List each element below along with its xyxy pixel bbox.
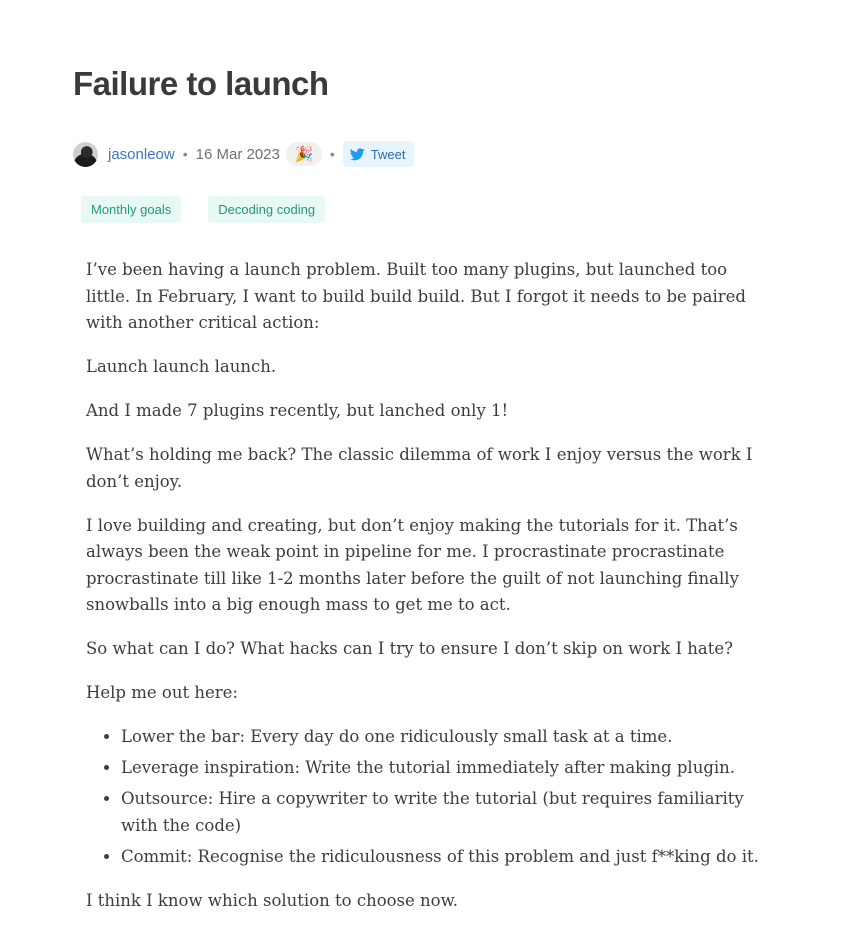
separator-dot: • <box>329 146 335 162</box>
solutions-list <box>86 724 766 870</box>
tweet-label: Tweet <box>370 146 406 162</box>
tag-decoding-coding[interactable]: Decoding coding <box>208 196 325 223</box>
tag-monthly-goals[interactable]: Monthly goals <box>81 196 181 223</box>
tweet-button[interactable] <box>343 141 415 167</box>
separator-dot: • <box>182 146 188 162</box>
reaction-button[interactable] <box>286 142 322 166</box>
author-link[interactable]: jasonleow <box>108 145 175 163</box>
list-item: • Commit: Recognise the ridiculousness of this problem and just f**king do it. <box>121 844 766 871</box>
paragraph: I’ve been having a launch problem. Built too many plugins, but launched too little. In February, I want to build build build. But I forgot it needs to be paired with another critical action: <box>86 260 746 332</box>
post-date: 16 Mar 2023 <box>195 145 280 163</box>
paragraph: So what can I do? What hacks can I try to ensure I don’t skip on work I hate? <box>86 639 733 658</box>
post-body <box>86 257 766 932</box>
paragraph: What’s holding me back? The classic dilemma of work I enjoy versus the work I don’t enjoy. <box>86 445 753 491</box>
paragraph: Launch launch launch. <box>86 357 277 376</box>
list-item: • Lower the bar: Every day do one ridiculously small task at a time. <box>121 724 766 751</box>
closing-paragraph: I think I know which solution to choose now. <box>86 890 459 910</box>
avatar[interactable] <box>73 142 98 167</box>
list-item: • Outsource: Hire a copywriter to write the tutorial (but requires familiarity with the code) <box>121 786 766 839</box>
tag-list <box>81 196 325 223</box>
paragraph: And I made 7 plugins recently, but lanched only 1! <box>86 401 509 420</box>
twitter-bird-icon <box>350 148 365 161</box>
paragraph: Help me out here: <box>86 683 238 702</box>
post-meta <box>73 141 414 167</box>
paragraph: I love building and creating, but don’t enjoy making the tutorials for it. That’s always been the weak point in pipeline for me. I procrastinate procrastinate procrastinate till like 1-2 months later before the guilt of not launching finally snowballs into a big enough mass to get me to act. <box>86 515 739 614</box>
post-title: Failure to launch <box>73 65 329 102</box>
party-popper-icon: 🎉 <box>294 146 314 163</box>
list-item: • Leverage inspiration: Write the tutorial immediately after making plugin. <box>121 755 766 782</box>
